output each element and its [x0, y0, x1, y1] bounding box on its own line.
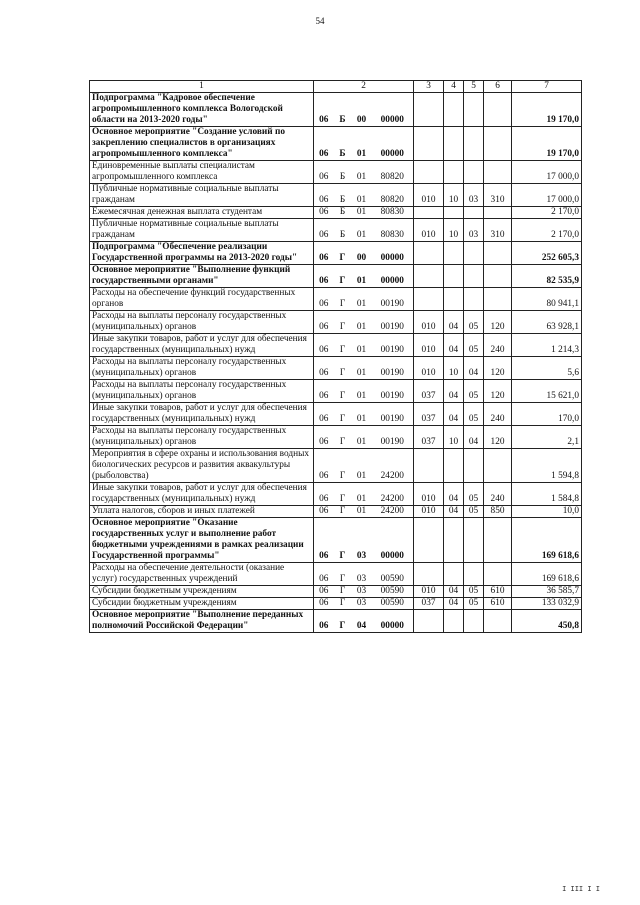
- code-cell: Г: [334, 334, 352, 357]
- row-name-cell: Основное мероприятие "Оказание государственных услуг и выполнение работ бюджетными учреждениями в рамках реализации Государственной программы": [90, 518, 314, 563]
- section-cell: 04: [444, 311, 464, 334]
- code-cell: Б: [334, 127, 352, 161]
- code-cell: Г: [334, 403, 352, 426]
- ministry-cell: [414, 449, 444, 483]
- table-row: [90, 184, 582, 207]
- row-name-cell: Расходы на выплаты персоналу государственных (муниципальных) органов: [90, 311, 314, 334]
- subsection-cell: 05: [464, 334, 484, 357]
- code-cell: 06: [314, 380, 334, 403]
- code-cell: 06: [314, 207, 334, 219]
- code-cell: 01: [352, 357, 372, 380]
- amount-cell: 82 535,9: [512, 265, 582, 288]
- section-cell: [444, 449, 464, 483]
- expense-type-cell: [484, 288, 512, 311]
- code-cell: 01: [352, 161, 372, 184]
- code-cell: 00: [352, 93, 372, 127]
- subsection-cell: 04: [464, 426, 484, 449]
- table-row: [90, 288, 582, 311]
- expense-type-cell: [484, 242, 512, 265]
- code-cell: 06: [314, 483, 334, 506]
- table-row: [90, 93, 582, 127]
- subsection-cell: [464, 563, 484, 586]
- expense-type-cell: [484, 610, 512, 633]
- table-row: [90, 380, 582, 403]
- section-cell: 04: [444, 598, 464, 610]
- code-cell: Г: [334, 265, 352, 288]
- code-cell: 06: [314, 586, 334, 598]
- row-name-cell: Единовременные выплаты специалистам агропромышленного комплекса: [90, 161, 314, 184]
- ministry-cell: 037: [414, 403, 444, 426]
- header-cell: 1: [90, 81, 314, 93]
- code-cell: 03: [352, 563, 372, 586]
- code-cell: Б: [334, 93, 352, 127]
- code-cell: Б: [334, 161, 352, 184]
- code-cell: 00: [352, 242, 372, 265]
- amount-cell: 170,0: [512, 403, 582, 426]
- code-cell: 06: [314, 506, 334, 518]
- section-cell: [444, 518, 464, 563]
- code-cell: 06: [314, 610, 334, 633]
- code-cell: Г: [334, 610, 352, 633]
- code-cell: 01: [352, 207, 372, 219]
- section-cell: 04: [444, 403, 464, 426]
- code-cell: 00000: [372, 93, 414, 127]
- amount-cell: 450,8: [512, 610, 582, 633]
- expense-type-cell: 610: [484, 586, 512, 598]
- table-row: [90, 265, 582, 288]
- amount-cell: 63 928,1: [512, 311, 582, 334]
- amount-cell: 10,0: [512, 506, 582, 518]
- code-cell: 80830: [372, 207, 414, 219]
- section-cell: 10: [444, 426, 464, 449]
- row-name-cell: Публичные нормативные социальные выплаты гражданам: [90, 219, 314, 242]
- code-cell: 01: [352, 184, 372, 207]
- code-cell: 06: [314, 219, 334, 242]
- table-row: [90, 161, 582, 184]
- ministry-cell: [414, 242, 444, 265]
- code-cell: 01: [352, 403, 372, 426]
- subsection-cell: [464, 242, 484, 265]
- code-cell: 00590: [372, 598, 414, 610]
- section-cell: 10: [444, 219, 464, 242]
- code-cell: Г: [334, 518, 352, 563]
- table-row: [90, 518, 582, 563]
- code-cell: Г: [334, 586, 352, 598]
- expense-type-cell: [484, 161, 512, 184]
- code-cell: 06: [314, 518, 334, 563]
- header-cell: 2: [314, 81, 414, 93]
- table-row: [90, 403, 582, 426]
- code-cell: 80830: [372, 219, 414, 242]
- section-cell: 10: [444, 357, 464, 380]
- code-cell: 24200: [372, 506, 414, 518]
- section-cell: 10: [444, 184, 464, 207]
- code-cell: Г: [334, 357, 352, 380]
- subsection-cell: [464, 161, 484, 184]
- code-cell: 06: [314, 288, 334, 311]
- code-cell: 01: [352, 219, 372, 242]
- code-cell: 00190: [372, 380, 414, 403]
- ministry-cell: [414, 563, 444, 586]
- code-cell: 06: [314, 161, 334, 184]
- row-name-cell: Субсидии бюджетным учреждениям: [90, 586, 314, 598]
- amount-cell: 19 170,0: [512, 93, 582, 127]
- row-name-cell: Расходы на обеспечение деятельности (оказание услуг) государственных учреждений: [90, 563, 314, 586]
- ministry-cell: 010: [414, 219, 444, 242]
- code-cell: 06: [314, 449, 334, 483]
- code-cell: Г: [334, 598, 352, 610]
- footer-mark: I III I I: [562, 885, 600, 893]
- ministry-cell: 010: [414, 311, 444, 334]
- expense-type-cell: [484, 518, 512, 563]
- ministry-cell: [414, 518, 444, 563]
- code-cell: 00000: [372, 518, 414, 563]
- ministry-cell: [414, 265, 444, 288]
- table-row: [90, 219, 582, 242]
- code-cell: Г: [334, 288, 352, 311]
- ministry-cell: [414, 610, 444, 633]
- code-cell: 04: [352, 610, 372, 633]
- subsection-cell: 03: [464, 219, 484, 242]
- code-cell: 06: [314, 93, 334, 127]
- table-row: [90, 610, 582, 633]
- code-cell: 06: [314, 242, 334, 265]
- code-cell: 01: [352, 334, 372, 357]
- header-cell: 7: [512, 81, 582, 93]
- ministry-cell: 010: [414, 506, 444, 518]
- section-cell: [444, 288, 464, 311]
- code-cell: 00000: [372, 265, 414, 288]
- code-cell: 06: [314, 598, 334, 610]
- expense-type-cell: [484, 93, 512, 127]
- code-cell: 01: [352, 288, 372, 311]
- header-cell: 4: [444, 81, 464, 93]
- section-cell: [444, 265, 464, 288]
- row-name-cell: Основное мероприятие "Создание условий по закреплению специалистов в организациях агропромышленного комплекса": [90, 127, 314, 161]
- row-name-cell: Иные закупки товаров, работ и услуг для обеспечения государственных (муниципальных) нужд: [90, 483, 314, 506]
- section-cell: [444, 563, 464, 586]
- budget-table: [89, 80, 582, 633]
- section-cell: 04: [444, 506, 464, 518]
- row-name-cell: Основное мероприятие "Выполнение переданных полномочий Российской Федерации": [90, 610, 314, 633]
- table-row: [90, 483, 582, 506]
- row-name-cell: Расходы на выплаты персоналу государственных (муниципальных) органов: [90, 380, 314, 403]
- expense-type-cell: [484, 265, 512, 288]
- row-name-cell: Мероприятия в сфере охраны и использования водных биологических ресурсов и развития аквакультуры (рыболовства): [90, 449, 314, 483]
- code-cell: Г: [334, 426, 352, 449]
- amount-cell: 2 170,0: [512, 207, 582, 219]
- code-cell: 01: [352, 449, 372, 483]
- row-name-cell: Подпрограмма "Обеспечение реализации Государственной программы на 2013-2020 годы": [90, 242, 314, 265]
- subsection-cell: 05: [464, 483, 484, 506]
- table-row: [90, 426, 582, 449]
- code-cell: 01: [352, 127, 372, 161]
- table-header-row: [90, 81, 582, 93]
- expense-type-cell: 850: [484, 506, 512, 518]
- expense-type-cell: 120: [484, 380, 512, 403]
- ministry-cell: 037: [414, 426, 444, 449]
- code-cell: 03: [352, 586, 372, 598]
- code-cell: Г: [334, 380, 352, 403]
- section-cell: [444, 610, 464, 633]
- ministry-cell: 037: [414, 380, 444, 403]
- expense-type-cell: [484, 127, 512, 161]
- subsection-cell: [464, 93, 484, 127]
- code-cell: 03: [352, 518, 372, 563]
- amount-cell: 80 941,1: [512, 288, 582, 311]
- ministry-cell: [414, 207, 444, 219]
- expense-type-cell: 120: [484, 357, 512, 380]
- subsection-cell: [464, 127, 484, 161]
- code-cell: 00190: [372, 357, 414, 380]
- amount-cell: 19 170,0: [512, 127, 582, 161]
- table-row: [90, 598, 582, 610]
- code-cell: Г: [334, 483, 352, 506]
- amount-cell: 2,1: [512, 426, 582, 449]
- subsection-cell: 05: [464, 586, 484, 598]
- code-cell: 06: [314, 265, 334, 288]
- section-cell: [444, 93, 464, 127]
- expense-type-cell: 120: [484, 311, 512, 334]
- code-cell: Б: [334, 184, 352, 207]
- row-name-cell: Уплата налогов, сборов и иных платежей: [90, 506, 314, 518]
- code-cell: Г: [334, 506, 352, 518]
- code-cell: Г: [334, 311, 352, 334]
- code-cell: 06: [314, 357, 334, 380]
- subsection-cell: 05: [464, 311, 484, 334]
- expense-type-cell: [484, 207, 512, 219]
- code-cell: 00190: [372, 403, 414, 426]
- subsection-cell: 05: [464, 598, 484, 610]
- ministry-cell: 010: [414, 184, 444, 207]
- code-cell: 00590: [372, 563, 414, 586]
- header-cell: 5: [464, 81, 484, 93]
- code-cell: 00190: [372, 426, 414, 449]
- amount-cell: 15 621,0: [512, 380, 582, 403]
- amount-cell: 5,6: [512, 357, 582, 380]
- section-cell: [444, 127, 464, 161]
- code-cell: Г: [334, 449, 352, 483]
- expense-type-cell: 610: [484, 598, 512, 610]
- code-cell: 06: [314, 426, 334, 449]
- subsection-cell: [464, 518, 484, 563]
- code-cell: 06: [314, 563, 334, 586]
- table-row: [90, 334, 582, 357]
- code-cell: 06: [314, 334, 334, 357]
- amount-cell: 252 605,3: [512, 242, 582, 265]
- table-row: [90, 506, 582, 518]
- header-cell: 6: [484, 81, 512, 93]
- code-cell: 00190: [372, 334, 414, 357]
- table-row: [90, 586, 582, 598]
- subsection-cell: 04: [464, 357, 484, 380]
- amount-cell: 17 000,0: [512, 161, 582, 184]
- row-name-cell: Подпрограмма "Кадровое обеспечение агропромышленного комплекса Вологодской области на 2013-2020 годы": [90, 93, 314, 127]
- expense-type-cell: 310: [484, 219, 512, 242]
- code-cell: 24200: [372, 483, 414, 506]
- code-cell: 01: [352, 380, 372, 403]
- ministry-cell: 010: [414, 586, 444, 598]
- amount-cell: 36 585,7: [512, 586, 582, 598]
- code-cell: 00190: [372, 311, 414, 334]
- code-cell: Б: [334, 219, 352, 242]
- amount-cell: 1 584,8: [512, 483, 582, 506]
- expense-type-cell: 240: [484, 403, 512, 426]
- ministry-cell: [414, 93, 444, 127]
- table-row: [90, 563, 582, 586]
- code-cell: 06: [314, 311, 334, 334]
- row-name-cell: Субсидии бюджетным учреждениям: [90, 598, 314, 610]
- code-cell: 01: [352, 483, 372, 506]
- subsection-cell: 05: [464, 380, 484, 403]
- section-cell: 04: [444, 380, 464, 403]
- row-name-cell: Основное мероприятие "Выполнение функций государственными органами": [90, 265, 314, 288]
- expense-type-cell: 120: [484, 426, 512, 449]
- header-cell: 3: [414, 81, 444, 93]
- subsection-cell: 05: [464, 506, 484, 518]
- code-cell: Г: [334, 242, 352, 265]
- section-cell: 04: [444, 334, 464, 357]
- code-cell: 06: [314, 403, 334, 426]
- code-cell: 01: [352, 506, 372, 518]
- amount-cell: 133 032,9: [512, 598, 582, 610]
- code-cell: 00000: [372, 242, 414, 265]
- expense-type-cell: 240: [484, 334, 512, 357]
- table-row: [90, 311, 582, 334]
- row-name-cell: Иные закупки товаров, работ и услуг для обеспечения государственных (муниципальных) нужд: [90, 403, 314, 426]
- code-cell: 00590: [372, 586, 414, 598]
- ministry-cell: [414, 127, 444, 161]
- section-cell: 04: [444, 483, 464, 506]
- row-name-cell: Публичные нормативные социальные выплаты гражданам: [90, 184, 314, 207]
- code-cell: Г: [334, 563, 352, 586]
- expense-type-cell: 240: [484, 483, 512, 506]
- amount-cell: 2 170,0: [512, 219, 582, 242]
- code-cell: 00190: [372, 288, 414, 311]
- ministry-cell: 010: [414, 357, 444, 380]
- section-cell: [444, 242, 464, 265]
- table-row: [90, 242, 582, 265]
- expense-type-cell: 310: [484, 184, 512, 207]
- row-name-cell: Расходы на выплаты персоналу государственных (муниципальных) органов: [90, 357, 314, 380]
- code-cell: 80820: [372, 161, 414, 184]
- amount-cell: 17 000,0: [512, 184, 582, 207]
- row-name-cell: Расходы на обеспечение функций государственных органов: [90, 288, 314, 311]
- code-cell: 24200: [372, 449, 414, 483]
- section-cell: 04: [444, 586, 464, 598]
- row-name-cell: Иные закупки товаров, работ и услуг для обеспечения государственных (муниципальных) нужд: [90, 334, 314, 357]
- code-cell: 00000: [372, 610, 414, 633]
- amount-cell: 169 618,6: [512, 563, 582, 586]
- table-row: [90, 357, 582, 380]
- code-cell: Б: [334, 207, 352, 219]
- code-cell: 06: [314, 184, 334, 207]
- ministry-cell: 010: [414, 483, 444, 506]
- code-cell: 06: [314, 127, 334, 161]
- row-name-cell: Расходы на выплаты персоналу государственных (муниципальных) органов: [90, 426, 314, 449]
- ministry-cell: [414, 161, 444, 184]
- subsection-cell: 03: [464, 184, 484, 207]
- amount-cell: 169 618,6: [512, 518, 582, 563]
- row-name-cell: Ежемесячная денежная выплата студентам: [90, 207, 314, 219]
- subsection-cell: 05: [464, 403, 484, 426]
- ministry-cell: 037: [414, 598, 444, 610]
- amount-cell: 1 594,8: [512, 449, 582, 483]
- ministry-cell: [414, 288, 444, 311]
- section-cell: [444, 161, 464, 184]
- table-row: [90, 449, 582, 483]
- ministry-cell: 010: [414, 334, 444, 357]
- subsection-cell: [464, 207, 484, 219]
- code-cell: 01: [352, 311, 372, 334]
- code-cell: 01: [352, 265, 372, 288]
- code-cell: 80820: [372, 184, 414, 207]
- code-cell: 01: [352, 426, 372, 449]
- code-cell: 00000: [372, 127, 414, 161]
- expense-type-cell: [484, 563, 512, 586]
- subsection-cell: [464, 288, 484, 311]
- table-row: [90, 127, 582, 161]
- section-cell: [444, 207, 464, 219]
- expense-type-cell: [484, 449, 512, 483]
- subsection-cell: [464, 449, 484, 483]
- page-number: 54: [315, 16, 325, 26]
- table-row: [90, 207, 582, 219]
- amount-cell: 1 214,3: [512, 334, 582, 357]
- code-cell: 03: [352, 598, 372, 610]
- subsection-cell: [464, 610, 484, 633]
- subsection-cell: [464, 265, 484, 288]
